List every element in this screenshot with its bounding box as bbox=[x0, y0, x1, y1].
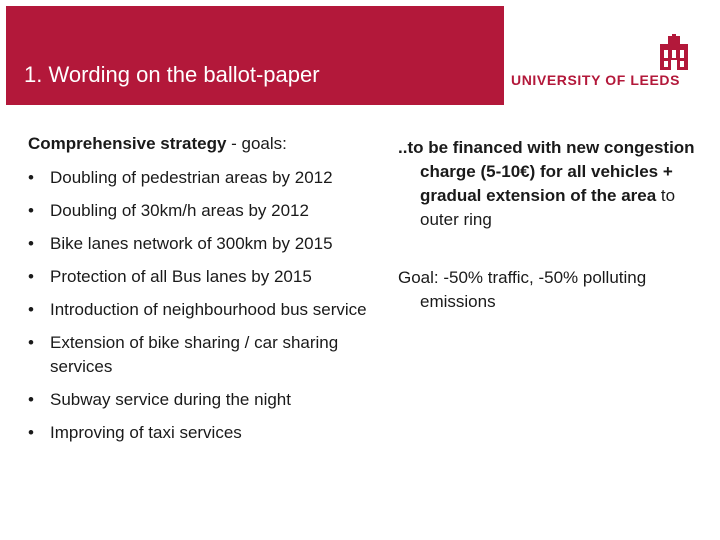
list-item bbox=[28, 421, 388, 445]
list-item-text: Subway service during the night bbox=[50, 390, 291, 409]
list-item-text: Bike lanes network of 300km by 2015 bbox=[50, 234, 333, 253]
bullet-icon: • bbox=[28, 333, 34, 352]
strategy-heading-bold: Comprehensive strategy bbox=[28, 134, 227, 153]
strategy-heading bbox=[28, 132, 388, 156]
financing-text bbox=[398, 136, 698, 232]
goals-list bbox=[28, 166, 388, 445]
bullet-icon: • bbox=[28, 300, 34, 319]
list-item bbox=[28, 265, 388, 289]
list-item bbox=[28, 166, 388, 190]
financing-column bbox=[398, 136, 698, 314]
bullet-icon: • bbox=[28, 201, 34, 220]
university-crest-icon bbox=[660, 34, 688, 70]
list-item-text: Improving of taxi services bbox=[50, 423, 242, 442]
financing-text-suffix: to outer ring bbox=[420, 186, 676, 229]
list-item-text: Protection of all Bus lanes by 2015 bbox=[50, 267, 312, 286]
strategy-column bbox=[28, 132, 388, 454]
bullet-icon: • bbox=[28, 423, 34, 442]
bullet-icon: • bbox=[28, 234, 34, 253]
financing-text-bold: ..to be financed with new congestion charge (5-10€) for all vehicles + gradual extension of the area bbox=[398, 138, 695, 205]
header-banner bbox=[6, 6, 720, 105]
bullet-icon: • bbox=[28, 267, 34, 286]
list-item bbox=[28, 388, 388, 412]
strategy-heading-suffix: - goals: bbox=[226, 134, 287, 153]
list-item-text: Doubling of 30km/h areas by 2012 bbox=[50, 201, 309, 220]
list-item-text: Extension of bike sharing / car sharing services bbox=[50, 333, 339, 376]
list-item bbox=[28, 298, 388, 322]
slide-title: 1. Wording on the ballot-paper bbox=[24, 62, 320, 87]
list-item-text: Doubling of pedestrian areas by 2012 bbox=[50, 168, 333, 187]
list-item bbox=[28, 232, 388, 256]
list-item bbox=[28, 331, 388, 379]
bullet-icon: • bbox=[28, 168, 34, 187]
list-item-text: Introduction of neighbourhood bus service bbox=[50, 300, 367, 319]
list-item bbox=[28, 199, 388, 223]
bullet-icon: • bbox=[28, 390, 34, 409]
reduction-goal: Goal: -50% traffic, -50% polluting emissions bbox=[398, 268, 647, 311]
university-logo-text: UNIVERSITY OF LEEDS bbox=[511, 72, 681, 88]
